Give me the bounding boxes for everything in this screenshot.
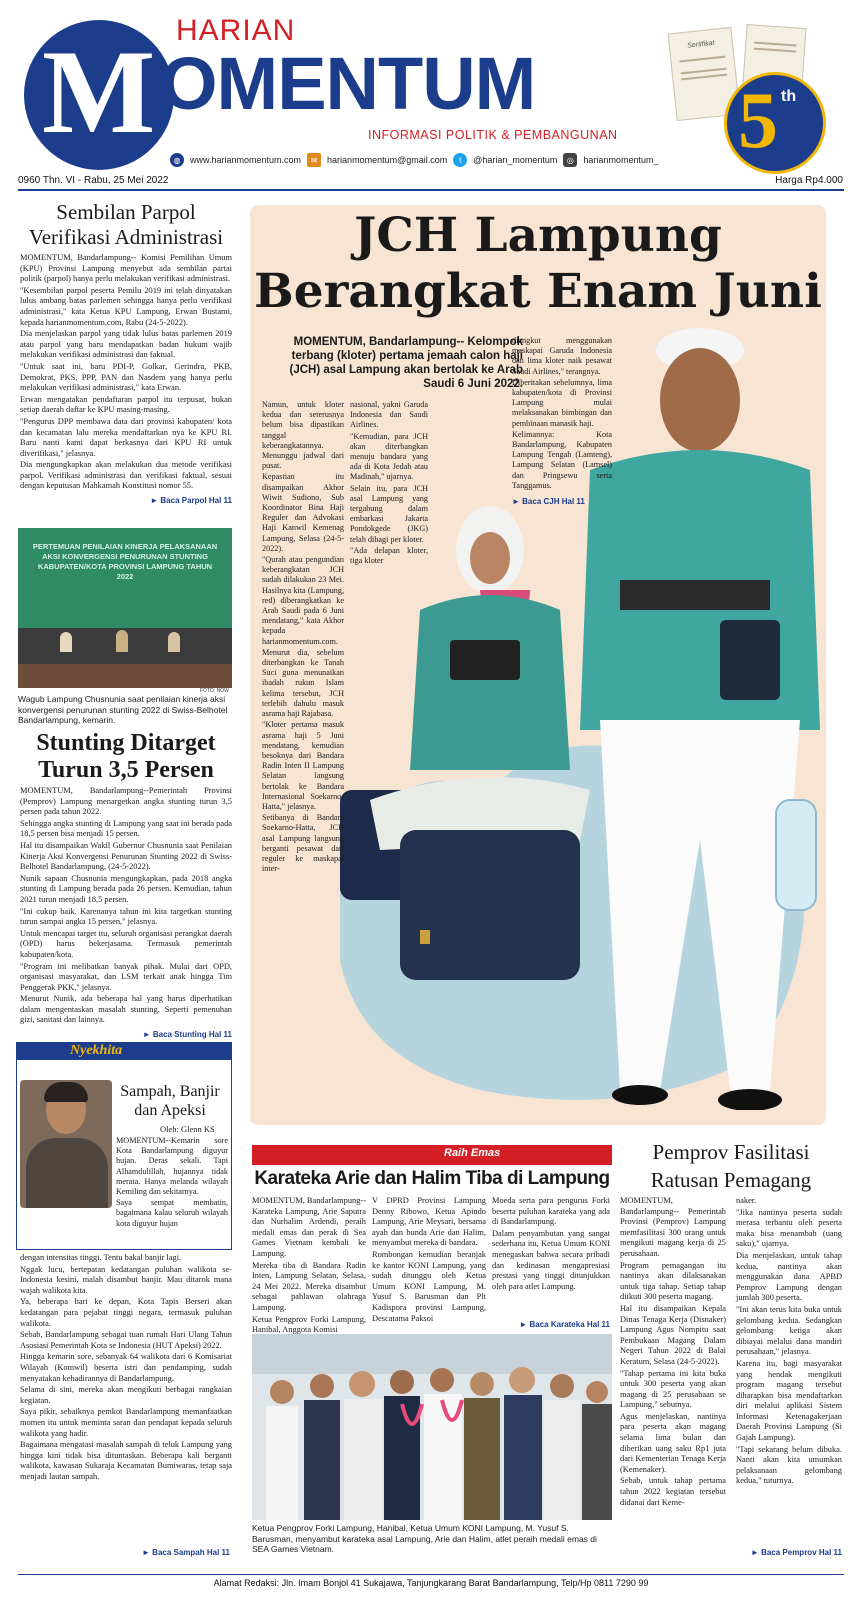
masthead-logo-word: OMENTUM	[160, 42, 536, 125]
jch-paragraph: Kelimannya: Kota Bandarlampung, Kabupaten Lampung Tengah (Lamteng), Lampung Selatan (Lamsel) dan Pringsewu serta Tanggamus.	[512, 429, 612, 490]
karate-continued-link[interactable]: Baca Karateka Hal 11	[529, 1320, 610, 1329]
stunting-paragraph: Untuk mencapai target itu, seluruh organisasi perangkat daerah (OPD) harus bekerjasama. Termasuk pemerintah kabupaten/kota.	[20, 928, 232, 959]
jch-paragraph: nasional, yakni Garuda Indonesia dan Saudi Airlines.	[350, 400, 428, 430]
photo-banner-text: PERTEMUAN PENILAIAN KINERJA PELAKSANAAN AKSI KONVERGENSI PENURUNAN STUNTING KABUPATEN/KOTA PROVINSI LAMPUNG TAHUN 2022	[32, 542, 218, 581]
karate-paragraph: Moeda serta para pengurus Forki beserta puluhan karateka yang ada di Bandarlampung.	[492, 1196, 610, 1227]
arrow-right-icon: ►	[142, 1030, 151, 1040]
arrow-right-icon: ►	[519, 1320, 528, 1329]
footer-address: Alamat Redaksi: Jln. Imam Bonjol 41 Sukajawa, Tanjungkarang Barat Bandarlampung, Telp/Hp 0811 7290 99	[18, 1574, 844, 1588]
contact-email[interactable]: harianmomentum@gmail.com	[327, 155, 448, 165]
arrow-right-icon: ►	[750, 1548, 759, 1557]
pemagang-col-1	[620, 1196, 726, 1509]
stunting-continued-link[interactable]: Baca Stunting Hal 11	[152, 1030, 232, 1040]
karate-paragraph: MOMENTUM, Bandarlampung--Karateka Lampung, Arie Saputra dan Nurhalim Ardendi, peraih medali emas dan perak di Sea Games Vietnam kembali ke Lampung.	[252, 1196, 366, 1258]
karate-col-1	[252, 1196, 366, 1337]
large-duffel-bag	[400, 830, 580, 980]
woman-body	[410, 595, 570, 770]
karate-col-2	[372, 1196, 486, 1325]
karate-paragraph: Ketua Pengprov Forki Lampung, Hanibal, Anggota Komisi	[252, 1314, 366, 1335]
nyekhita-paragraph: Nggak lucu, bertepatan kedatangan puluhan walikota se-Indonesia kesini, malah disambut banjir. Mau ditarok mana wajah walikota kita.	[20, 1264, 232, 1295]
jch-paragraph: diangkut menggunakan maskapai Garuda Indonesia dan lima kloter naik pesawat Saudi Airlines," terangnya.	[512, 336, 612, 376]
pemagang-paragraph: Agus menjelaskan, nantinya para peserta akan magang selama lima bulan dan diberikan uang saku Rp1 juta dari Kementerian Tenaga Kerja (Kemenaker).	[620, 1411, 726, 1474]
jch-paragraph: Kepastian itu disampaikan Akhor Wiwit Sudiono, Sub Koordinator Bina Haji Reguler dan Advokasi Haji Kanwil Kemenag Lampung, Selasa (24-5-2022).	[262, 472, 344, 553]
stunting-headline-line1: Stunting Ditarget	[36, 730, 216, 756]
masthead-harian: HARIAN	[176, 14, 296, 47]
parpol-paragraph: "Untuk saat ini, baru PDI-P, Golkar, Gerindra, PKB, Demokrat, PKS, PPP, PAN dan Nasdem yang hanya perlu melakukan verifikasi administrasi," kata Erwan.	[20, 361, 232, 393]
karate-headline[interactable]: Karateka Arie dan Halim Tiba di Lampung	[254, 1168, 610, 1189]
price: Harga Rp4.000	[775, 175, 843, 186]
parpol-headline-line1: Sembilan Parpol	[56, 200, 196, 224]
pemagang-paragraph: "Tahap pertama ini kita buka untuk 300 peserta yang akan magang di 25 perusahaan se Lampung," sebutnya.	[620, 1368, 726, 1410]
raih-emas-bar	[252, 1145, 612, 1165]
contact-bar	[170, 152, 710, 168]
masthead	[0, 0, 861, 175]
nyekhita-paragraph: Saya sempat membatin, bagaimana kalau seluruh wilayah kota diguyur hujan	[116, 1198, 228, 1228]
pemagang-paragraph: Hal itu disampaikan Kepala Dinas Tenaga Kerja (Disnaker) Lampung Agus Nompitu saat Pembukaan Magang Dalam Negeri Tahun 2022 di Balai Keratum, Selasa (24-5-2022).	[620, 1303, 726, 1366]
pemagang-paragraph: Program pemagangan itu nantinya akan dilaksanakan untuk tiga tahap. Setiap tahap diikuti 300 peserta magang.	[620, 1260, 726, 1302]
author-photo	[20, 1080, 112, 1208]
karate-photo	[252, 1334, 612, 1520]
parpol-paragraph: MOMENTUM, Bandarlampung-- Komisi Pemilihan Umum (KPU) Provinsi Lampung menyebut ada sembilan partai politik (parpol) hanya perlu melakukan verifikasi administrasi.	[20, 253, 232, 284]
masthead-tagline: INFORMASI POLITIK & PEMBANGUNAN	[368, 128, 618, 142]
contact-instagram[interactable]: harianmomentum_	[583, 155, 659, 165]
jch-paragraph: "Ada delapan kloter, tiga kloter	[350, 545, 428, 566]
pemagang-paragraph: naker.	[736, 1196, 757, 1205]
nyekhita-paragraph: Sebab, Bandarlampung sebagai tuan rumah Hari Ulang Tahun Asosiasi Pemerintah Kota se Indonesia (HUT Apeksi) 2022.	[20, 1330, 232, 1350]
jch-paragraph: Setibanya di Bandara Soekarno-Hatta, JCH asal Lampung langsung berganti pesawat dari reguler ke maskapai inter-	[262, 813, 344, 874]
jch-headline[interactable]	[250, 208, 826, 320]
pemagang-headline-line1: Pemprov Fasilitasi	[652, 1140, 810, 1164]
contact-website[interactable]: www.harianmomentum.com	[190, 155, 302, 165]
jch-paragraph: "Kloter pertama masuk asrama haji 5 Juni mendatang, kemudian besoknya dari Bandara Radin Inten II Lampung Selatan langsung bertolak ke Bandara Internasional Soekarno-Hatta," jelasnya.	[262, 720, 344, 811]
nyekhita-continued-link[interactable]: Baca Sampah Hal 11	[152, 1548, 230, 1557]
twitter-icon: t	[453, 153, 467, 167]
pemagang-continued	[736, 1548, 842, 1557]
parpol-headline[interactable]	[20, 200, 232, 250]
pemagang-paragraph: "Jika nantinya peserta sudah merasa terbantu oleh peserta maka bisa menambah (uang saku)," ujarnya.	[736, 1207, 842, 1249]
pemagang-continued-link[interactable]: Baca Pemprov Hal 11	[761, 1548, 842, 1557]
nyekhita-title-line2: dan Apeksi	[134, 1102, 206, 1119]
nyekhita-bar	[16, 1042, 232, 1060]
nyekhita-body	[20, 1253, 232, 1483]
stunting-paragraph: Nunik sapaan Chusnunia mengungkapkan, pada 2018 angka stunting di Lampung berada pada 26 persen. Kemudian, tahun 2021 turun menjadi 18,5 persen.	[20, 873, 232, 904]
jch-col-1	[262, 400, 344, 875]
jch-headline-line2: Berangkat Enam Juni	[254, 264, 822, 319]
contact-twitter[interactable]: @harian_momentum	[473, 155, 558, 165]
karate-paragraph: Rombongan kemudian beranjak ke kantor KONI Lampung, yang sudah ditunggu oleh Ketua Umum KONI Lampung, M. Yusuf S. Barusman dan Plt Kadispora provinsi Lampung, Descatama Paksoi	[372, 1249, 486, 1323]
parpol-paragraph: "Kesembilan parpol peserta Pemilu 2019 ini telah dinyatakan lulus ambang batas parlemen sehingga hanya perlu verifikasi administrasi," kata Ketua KPU Lampung, Erwan Bustami, kepada harianmomentum.com, Rabu (24-5-2022).	[20, 285, 232, 327]
jch-lead: MOMENTUM, Bandarlampung-- Kelompok terbang (kloter) pertama jemaah calon haji (JCH) asal Lampung akan bertolak ke Arab Saudi 6 Juni 2022.	[289, 336, 523, 390]
stunting-photo-caption: Wagub Lampung Chusnunia saat penilaian kinerja aksi konvergensi penurunan stunting 2022 di Swiss-Belhotel Bandarlampung, kemarin.	[18, 694, 228, 725]
jch-paragraph: Diberitakan sebelumnya, lima kabupaten/kota di Provinsi Lampung mulai melaksanakan bimbingan dan pembinaan manasik haji.	[512, 377, 612, 428]
karate-paragraph: V DPRD Provinsi Lampung Denny Ribowo, Ketua Apindo Lampung, Arie Meysari, bersama ayah dan bunda Arie dan Halim, menyambut mereka di bandara.	[372, 1196, 486, 1248]
nyekhita-title[interactable]	[112, 1082, 228, 1120]
nyekhita-paragraph: Ya, beberapa hari ke depan, Kota Tapis Berseri akan kedatangan para pejabat tinggi negara, termasuk puluhan walikota.	[20, 1297, 232, 1328]
nyekhita-byline: Oleh: Glenn KS	[160, 1124, 215, 1134]
pemagang-paragraph: "Ini akan terus kita buka untuk gelombang kedua. Sedangkan gelombang ketiga akan dibiayai melalui dana mandiri perusahaan," jelasnya.	[736, 1304, 842, 1357]
nyekhita-paragraph: Hingga kemarin sore, sebanyak 64 walikota dari 6 Komisariat Wilayah (Komwil) beserta istri dan pendamping, sudah menyatakan kehadirannya di Bandarlampung.	[20, 1352, 232, 1383]
karate-col-3	[492, 1196, 610, 1293]
photo-credit: FOTO: NOW	[200, 688, 229, 694]
pemagang-headline[interactable]	[618, 1138, 844, 1194]
arrow-right-icon: ►	[150, 496, 159, 506]
nyekhita-paragraph: Selama di sini, mereka akan mengikuti berbagai rangkaian kegiatan.	[20, 1385, 232, 1405]
stunting-photo	[18, 528, 232, 688]
nyekhita-continued	[20, 1548, 230, 1557]
nyekhita-paragraph: MOMENTUM--Kemarin sore Kota Bandarlampung diguyur hujan. Deras sekali. Tapi Alhamdulillah, hujannya tidak merata. Hanya melanda wilayah Kemiling dan sekitarnya.	[116, 1136, 228, 1197]
pemagang-paragraph: MOMENTUM, Bandarlampung-- Pemerintah Provinsi (Pemprov) Lampung memfasilitasi 300 orang untuk mengikuti magang kerja di 25 perusahaan.	[620, 1196, 726, 1258]
anniversary-number: 5	[738, 77, 778, 165]
nyekhita-narrow-body	[116, 1136, 228, 1230]
parpol-paragraph: Dia menjelaskan parpol yang tidak lulus batas parlemen 2019 atau parpol yang baru mendapatkan badan hukum wajib melakukan verifikasi administrasi dan faktual.	[20, 329, 232, 360]
nyekhita-label: Nyekhita	[70, 1043, 123, 1058]
nyekhita-paragraph: dengan intensitas tinggi. Tentu bakal banjir lagi.	[20, 1253, 182, 1262]
karate-paragraph: Dalam penyambutan yang sangat sederhana itu, Ketua Umum KONI menegaskan bahwa secara pribadi dan kedinasan mengapresiasi prestasi yang tinggi ditunjukkan oleh para atlet Lampung.	[492, 1228, 610, 1291]
stunting-paragraph: Hal itu disampaikan Wakil Gubernur Chusnunia saat Penilaian Kinerja Aksi Konvergensi Penurunan Stunting 2022 di Swiss-Belhotel Bandarlampung, (24-5-2022).	[20, 840, 232, 872]
parpol-body	[20, 253, 232, 505]
jch-paragraph: "Qurah atau pengundian keberangkatan JCH sudah dilakukan 23 Mei. Hasilnya kita (Lampung, red) diberangkatkan ke Arab Saudi pada 6 Juni mendatang," kata Akhor kepada harianmomentum.com.	[262, 555, 344, 646]
parpol-paragraph: "Pengurus DPP membawa data dari provinsi kabupaten/ kota dan kecamatan lalu mereka mendaftarkan nya ke KPU RI. Baru nanti kami dapat berkasnya dari KPU RI untuk diverifikasi," jelasnya.	[20, 416, 232, 458]
jch-col-2	[350, 400, 428, 567]
karate-kicker: Raih Emas	[444, 1147, 501, 1159]
stunting-paragraph: MOMENTUM, Bandarlampung--Pemerintah Provinsi (Pemprov) Lampung menargetkan angka stunting turun 3,5 persen pada tahun 2022.	[20, 786, 232, 817]
parpol-paragraph: Dia mengungkapkan akan melakukan dua metode verifikasi parpol. Verifikasi administrasi dan verifikasi faktual, sesuai dengan keputusan Mahkamah Konstitusi nomor 55.	[20, 460, 232, 491]
karate-continued	[492, 1320, 610, 1329]
group-people	[266, 1367, 612, 1520]
pemagang-paragraph: Karena itu, bagi masyarakat yang hendak mengikuti program magang tersebut diharapkan bisa mendaftarkan diri melalui aplikasi Sistem Informasi Ketenagakerjaan Daerah Provinsi Lampung (Si Gajah Lampung).	[736, 1358, 842, 1443]
arrow-right-icon: ►	[142, 1548, 150, 1557]
nyekhita-paragraph: Bagaimana mengatasi masalah sampah di teluk Lampung yang hingga kini tidak bisa dituntaskan. Beberapa kali berganti walikota, kawasan Sukaraja Kecamatan Bumiwaras, tetap saja menjadi lautan sampah.	[20, 1440, 232, 1481]
stunting-body	[20, 786, 232, 1039]
mail-icon: ✉	[307, 153, 321, 167]
jch-paragraph: Selain itu, para JCH asal Lampung yang tergabung dalam embarkasi Jakarta Pondokgede (JKG) telah dibagi per kloter.	[350, 483, 428, 544]
stunting-headline-line2: Turun 3,5 Persen	[38, 757, 214, 783]
karate-paragraph: Mereka tiba di Bandara Radin Inten, Lampung Selatan, Selasa, 24 Mei 2022. Mereka disambut sebagai pahlawan olahraga Lampung.	[252, 1260, 366, 1312]
water-bottle	[776, 800, 816, 910]
arrow-right-icon: ►	[512, 497, 520, 507]
nyekhita-title-line1: Sampah, Banjir	[120, 1083, 220, 1100]
stunting-paragraph: Sehingga angka stunting di Lampung yang saat ini berada pada 18,5 persen bisa menjadi 15 persen.	[20, 818, 232, 839]
karate-photo-caption: Ketua Pengprov Forki Lampung, Hanibal, Ketua Umum KONI Lampung, M. Yusuf S. Barusman, menyambut karateka asal Lampung, Arie dan Halim, atlet peraih medali emas di SEA Games Vietnam.	[252, 1523, 597, 1554]
pemagang-paragraph: Dia menjelaskan, untuk tahap kedua, nantinya akan menggunakan dana APBD Pemprov Lampung dengan jumlah 300 peserta.	[736, 1250, 842, 1303]
man-face	[660, 348, 740, 452]
pemagang-headline-line2: Ratusan Pemagang	[650, 1168, 812, 1192]
pemagang-paragraph: "Tapi sekarang belum dibuka. Nanti akan kita umumkan pelaksanaan gelombang kedua," tuturnya.	[736, 1444, 842, 1486]
nyekhita-paragraph: Saya pikir, sebaiknya pemkot Bandarlampung memanfaatkan momen itu untuk meminta saran dan pendapat kepada seluruh walikota yang hadir.	[20, 1407, 232, 1438]
parpol-continued-link[interactable]: Baca Parpol Hal 11	[160, 496, 232, 506]
parpol-paragraph: Erwan mengatakan pendaftaran parpol itu terpusat, bukan setiap daerah daftar ke KPU masing-masing.	[20, 394, 232, 415]
stunting-paragraph: "Program ini melibatkan banyak pihak. Mulai dari OPD, organisasi masyarakat, dan LSM terkait anak hingga Tim Penggerak PKK," jelasnya.	[20, 961, 232, 992]
stunting-headline[interactable]	[20, 730, 232, 784]
globe-icon: ◍	[170, 153, 184, 167]
parpol-headline-line2: Verifikasi Administrasi	[28, 225, 224, 249]
man-bag	[720, 620, 780, 700]
jch-col-3	[512, 336, 612, 506]
jch-paragraph: "Kemudian, para JCH akan diterbangkan menuju bandara yang ada di Kota Jedah atau Madinah," ujarnya.	[350, 431, 428, 482]
jch-paragraph: Menurut dia, sebelum diterbangkan ke Tanah Suci guna menunaikan ibadah rukun Islam kelima tersebut, JCH terlebih dahulu masuk asrama haji Rajabasa.	[262, 647, 344, 719]
certificate-label: Sertifikat	[687, 39, 715, 50]
jch-paragraph: Namun, untuk kloter kedua dan seterusnya belum bisa dipastikan tanggal keberangkatannya. Menunggu jadwal dari pusat.	[262, 400, 344, 471]
anniversary-suffix: th	[781, 88, 797, 105]
stunting-paragraph: "Ini cukup baik. Karenanya tahun ini kita targetkan stunting turun sampai angka 15 persen," jelasnya.	[20, 906, 232, 927]
edition-info: 0960 Thn. VI - Rabu, 25 Mei 2022	[18, 175, 169, 186]
pemagang-col-2	[736, 1196, 842, 1488]
jch-continued-link[interactable]: Baca CJH Hal 11	[522, 497, 585, 507]
stunting-paragraph: Menurut Nunik, ada beberapa hal yang harus diperhatikan dalam mengentaskan masalah stunting. Seperti pemenuhan gizi, sanitasi dan lainnya.	[20, 994, 232, 1025]
instagram-icon: ◎	[563, 153, 577, 167]
pemagang-paragraph: Sebab, untuk tahap pertama tahun 2022 kegiatan tersebut didanai dari Keme-	[620, 1476, 726, 1507]
jch-headline-line1: JCH Lampung	[354, 208, 722, 263]
logo-letter: M	[42, 25, 156, 158]
